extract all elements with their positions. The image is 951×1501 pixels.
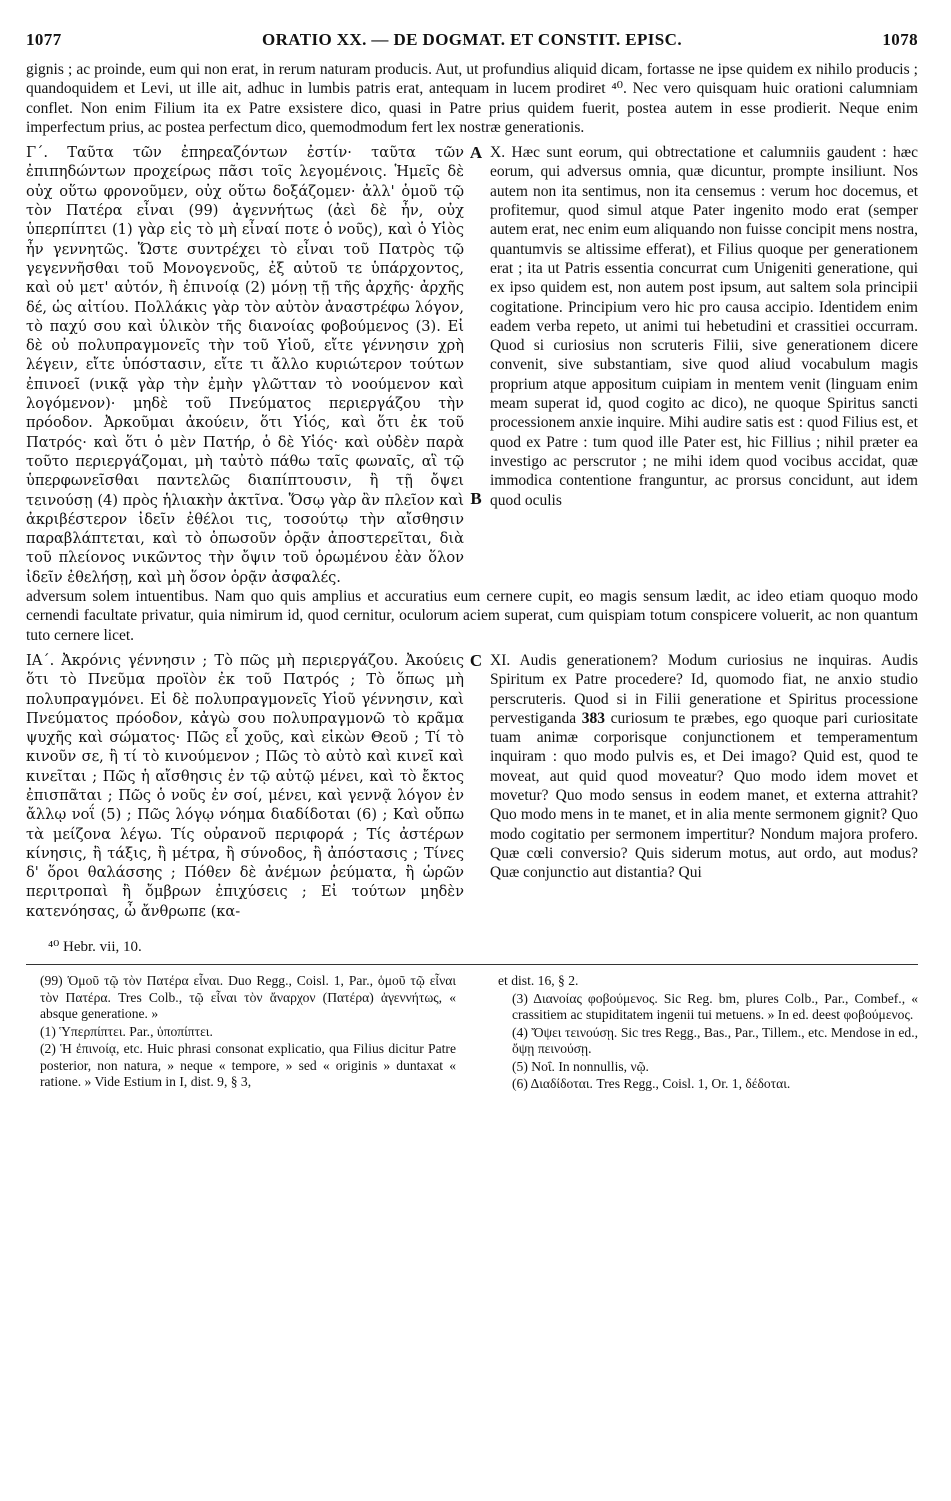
section-x-latin: X. Hæc sunt eorum, qui obtrectatione et calumniis gaudent : hæc eorum, qui adversus omnia, quæ dicuntur, prompte insiliunt. Nos autem non ita sentimus, non ita censemus : verum hoc docemus, et profitemur, quod simul atque Pater ingenito modo erat (semper autem erat, nec enim eum aliquando non fuisse concipit mens nostra, quantumvis se altissime efferat), et Filius quoque per generationem erat ; ita ut Patris essentia concurrat cum Unigeniti generatione, qui ex ipso quidem est, non autem post ipsum, aut saltem sola principii cogitatione. Principium vero hic pro causa accipio. Identidem enim eadem verba repeto, ut animi tui hebetudini et crassitiei occurram. Quod si curiosius non scruteris Filii, sive generationem dicere convenit, sive substantiam, sive quod aliud vocabulum magis proprium atque appositum cuipiam in mentem venit (linguam enim meam superat id, quod cogito ac dico), ne quoque Spiritus sancti processionem anxie inquire. Mihi audire satis est : quod Filius est, et quod ex Patre : tum quod ille Pater est, hic Fillius ; nihil præter ea investigo ac perscrutor ; ne mihi idem quod vocibus accidat, quæ immodica contentione franguntur, ac prorsus concidunt, aut idem quod oculis bbox=[490, 144, 918, 509]
margin-marker-a: A bbox=[469, 143, 483, 163]
footnote-reference: ⁴⁰ Hebr. vii, 10. bbox=[48, 939, 142, 956]
section-xi-latin-part-b: curiosum te præbes, ego quoque pari curiositate tuam animæ corporisque conjunctionem et temperamentum inquiram : quo modo pulvis es, et Dei imago? Quid est, quod te moveat, aut quid quod moveatur? Quo modo idem movet et movetur? Quo modo sensus in eodem manet, et externa attrahit? Quo modo mens in te manet, et in alia mente sermonem gignit? Quo modo cogitatio per sermonem impertitur? Nondum majora profero. Quæ cœli conversio? Quis siderum motus, aut ordo, aut modus? Quæ conjunctio aut distantia? Qui bbox=[490, 709, 919, 882]
footnote-divider bbox=[26, 964, 918, 965]
column-number: 383 bbox=[581, 709, 605, 727]
note-2-continued: et dist. 16, § 2. bbox=[498, 973, 579, 989]
section-xi-latin bbox=[490, 651, 918, 921]
note-5: (5) Νοΐ. In nonnullis, νῷ. bbox=[512, 1058, 649, 1074]
note-6: (6) Διαδίδοται. Tres Regg., Coisl. 1, Or. 1, δέδοται. bbox=[512, 1076, 791, 1092]
note-99: (99) Ὁμοῦ τῷ τὸν Πατέρα εἶναι. Duo Regg., Coisl. 1, Par., ὁμοῦ τῷ εἶναι τὸν Πατέρα. Tres Colb., τῷ εἶναι τὸν ἄναρχον (Πατέρα) ἀγεννήτως, « absque generatione. » bbox=[40, 973, 456, 1022]
critical-notes-left bbox=[26, 973, 456, 1094]
section-x-columns bbox=[26, 143, 918, 587]
section-x-latin-tail: adversum solem intuentibus. Nam quo quis amplius et accuratius eum cernere cupit, eo magis sensum lædit, ac ideo etiam quoquo modo cernendi facultate privatur, quia nimirum id, quod cernitur, oculorum aciem superat, cum quispiam totum conspicere voluerit, ac non quantum tuto cernere licet. bbox=[26, 588, 918, 644]
note-1: (1) Ὑπερπίπτει. Par., ὑποπίπτει. bbox=[40, 1023, 213, 1039]
section-xi-latin-part-a: XI. Audis generationem? Modum curiosius ne inquiras. Audis Spiritum ex Patre procedere? Id, quomodo fiat, ne anxio studio perscruteris. Quod si in Filii generatione et Spiritus processione pervestiganda bbox=[490, 651, 918, 727]
section-x-greek: Γ΄. Ταῦτα τῶν ἐπηρεαζόντων ἐστίν· ταῦτα τῶν ἐπιπηδώντων προχείρως πᾶσι τοῖς λεγομένοις. Ἡμεῖς δὲ οὐχ οὕτω φρονοῦμεν, οὐχ οὕτω δοξάζομεν· ἀλλ' ὁμοῦ τῷ τὸν Πατέρα εἶναι (99) ἀγεννήτως (ἀεὶ δὲ ἦν, οὐχ ὑπερπίπτει (1) γὰρ εἰς τὸ μὴ εἶναί ποτε ὁ νοῦς), καὶ ὁ Υἱὸς ἦν γεννητῶς. Ὥστε συντρέχει τὸ εἶναι τοῦ Πατρὸς τῷ γεγεννῆσθαι τοῦ Μονογενοῦς, ἐξ αὐτοῦ τε ὑπάρχοντος, καὶ οὐ μετ' αὐτόν, ἢ ἐπινοίᾳ (2) μόνῃ τῇ τῆς ἀρχῆς· ἀρχῆς δέ, ὡς αἰτίου. Πολλάκις γὰρ τὸν αὐτὸν ἀναστρέφω λόγον, τὸ παχύ σου καὶ ὑλικὸν τῆς διανοίας φοβούμενος (3). Εἰ δὲ οὐ πολυπραγμονεῖς τὴν τοῦ Υἱοῦ, εἴτε γέννησιν χρὴ λέγειν, εἴτε ὑπόστασιν, εἴτε τι ἄλλο κυριώτερον τούτων ἐπινοεῖ (νικᾷ γὰρ τὴν ἐμὴν γλῶτταν τὸ νοούμενον καὶ λογόμενον)· μηδὲ τοῦ Πνεύματος περιεργάζου τὴν πρόοδον. Ἀρκοῦμαι ἀκούειν, ὅτι Υἱός, καὶ ὅτι ἐκ τοῦ Πατρός· καὶ ὅτι ὁ μὲν Πατήρ, ὁ δὲ Υἱός· καὶ οὐδὲν παρὰ τοῦτο περιεργάζομαι, μὴ ταὐτὸ πάθω ταῖς φωναῖς, αἳ τῷ ὑπερφωνεῖσθαι παντελῶς διαπίπτουσιν, ἢ τῇ ὄψει τεινούσῃ (4) πρὸς ἡλιακὴν ἀκτῖνα. Ὅσῳ γὰρ ἂν πλεῖον καὶ ἀκριβέστερον ἰδεῖν ἐθέλοι τις, τοσούτῳ τὴν αἴσθησιν παραβλάπτεται, καὶ τὸ ὁπωσοῦν ὁρᾷν ἀποστερεῖται, διὰ τοῦ πλείονος νικῶντος τὴν ὄψιν τοῦ ὁρωμένου ἐὰν ὅλον ἰδεῖν ἐθελήσῃ, καὶ μὴ ὅσον ὁρᾷν ἀσφαλές. bbox=[26, 144, 464, 586]
margin-marker-c: C bbox=[469, 650, 483, 670]
critical-notes bbox=[26, 973, 918, 1094]
section-xi-greek: ΙΑ΄. Ἀκρόνις γέννησιν ; Τὸ πῶς μὴ περιεργάζου. Ἀκούεις ὅτι τὸ Πνεῦμα προϊὸν ἐκ τοῦ Πατρός ; Τὸ ὅπως μὴ πολυπραγμόνει. Εἰ δὲ πολυπραγμονεῖς Υἱοῦ γέννησιν, καὶ Πνεύματος πρόοδον, κἀγὼ σου πολυπραγμονῶ τὸ κρᾶμα ψυχῆς καὶ σώματος· Πῶς εἶ χοῦς, καὶ εἰκὼν Θεοῦ ; Τί τὸ κινοῦν σε, ἢ τί τὸ κινούμενον ; Πῶς τὸ αὐτὸ καὶ κινεῖ καὶ κινεῖται ; Πῶς ἡ αἴσθησις ἐν τῷ αὐτῷ μένει, καὶ τὸ ἔκτος ἐπισπᾶται ; Πῶς ὁ νοῦς ἐν σοί, μένει, καὶ γεννᾷ λόγον ἐν ἄλλῳ νοΐ (5) ; Πῶς λόγῳ νόημα διαδίδοται (6) ; Καὶ οὔπω τὰ μείζονα λέγω. Τίς οὐρανοῦ περιφορά ; Τίς ἀστέρων κίνησις, ἢ τάξις, ἢ μέτρα, ἢ σύνοδος, ἢ ἀπόστασις ; Τίνες δ' ὅροι θαλάσσης ; Πόθεν δὲ ἀνέμων ῥεύματα, ἢ ὡρῶν περιτροπαὶ ἢ ὄμβρων ἐπιχύσεις ; Εἰ τούτων μηδὲν κατενόησας, ὦ ἄνθρωπε (κα- bbox=[26, 651, 464, 920]
running-header bbox=[26, 30, 918, 60]
note-3: (3) Διανοίας φοβούμενος. Sic Reg. bm, plures Colb., Par., Combef., « crassitiem ac stupiditatem ingenii tui metuens. » In ed. deest φοβούμενος. bbox=[512, 990, 918, 1023]
critical-notes-right bbox=[498, 973, 918, 1094]
margin-marker-b: B bbox=[470, 489, 482, 509]
running-title: ORATIO XX. — DE DOGMAT. ET CONSTIT. EPISC. bbox=[262, 30, 682, 49]
intro-latin-paragraph: gignis ; ac proinde, eum qui non erat, in rerum naturam producis. Aut, ut profundius aliquid dicam, fortasse ne ipse quidem ex nihilo producis ; quandoquidem et Levi, ut ille ait, adhuc in lumbis patris erat, antequam in lucem prodiret ⁴⁰. Nec vero quisquam huic orationi calumniam conflet. Non enim Filium ita ex Patre exsistere dico, quasi in Patre prius quidem fuerit, postea autem in esse prodierit. Neque enim imperfectum prius, ac postea perfectum dico, quemodmodum fert lex nostræ generationis. bbox=[26, 61, 918, 136]
page-number-right: 1078 bbox=[882, 30, 918, 49]
note-2: (2) Ἡ ἐπινοίᾳ, etc. Huic phrasi consonat explicatio, qua Filius dicitur Patre posterior, non natura, » neque « tempore, » sed « originis » duntaxat « ratione. » Vide Estium in I, dist. 9, § 3, bbox=[40, 1041, 456, 1090]
note-4: (4) Ὄψει τεινούσῃ. Sic tres Regg., Bas., Par., Tillem., etc. Mendose in ed., ὄψῃ πεινούσῃ. bbox=[512, 1024, 918, 1057]
section-xi-columns bbox=[26, 651, 918, 921]
page-number-left: 1077 bbox=[26, 30, 62, 49]
page bbox=[26, 30, 918, 1094]
